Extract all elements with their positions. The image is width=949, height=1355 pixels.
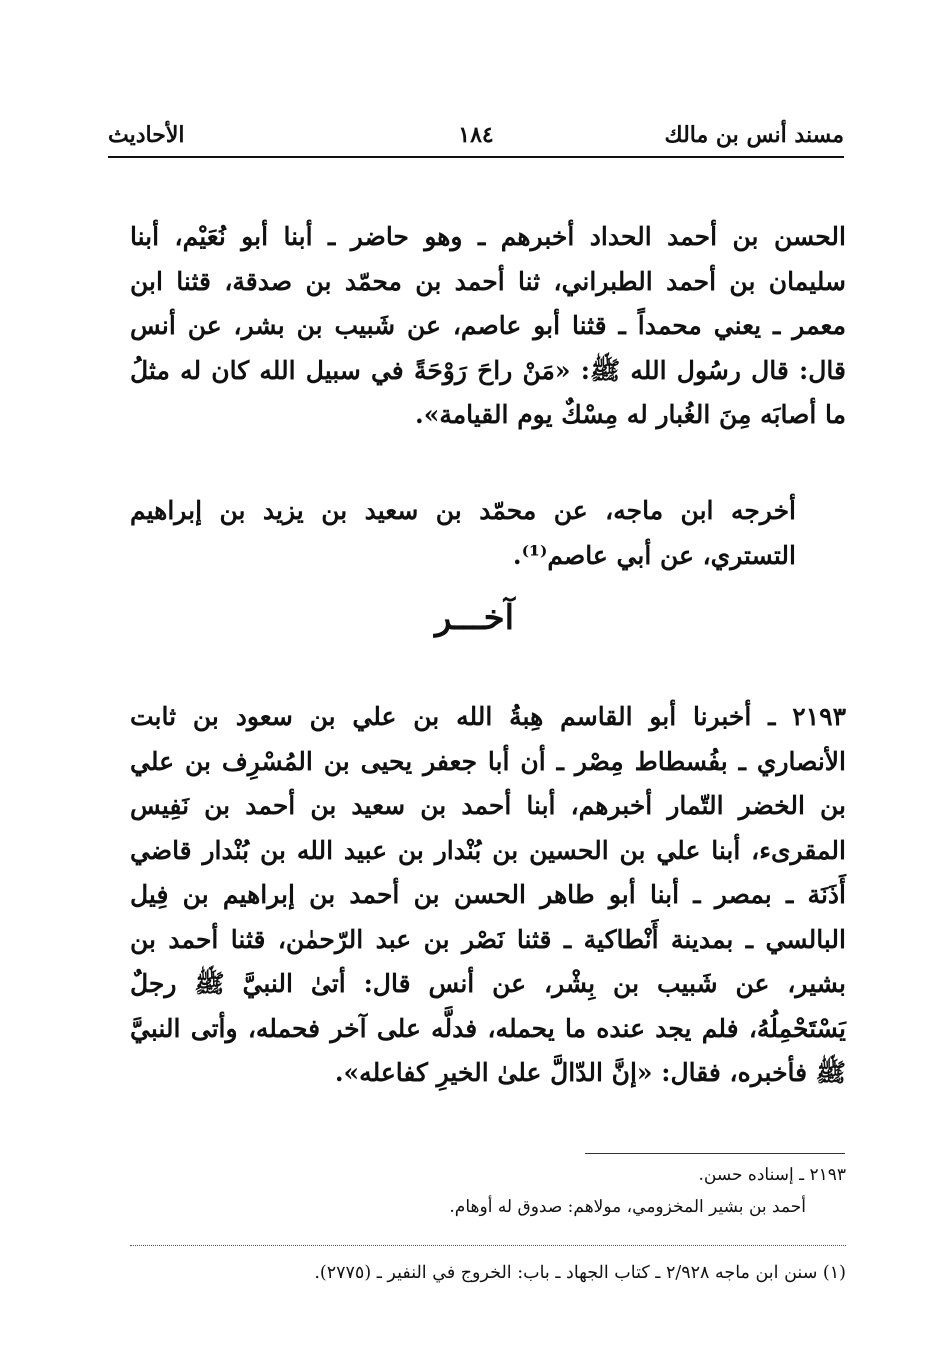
takhrij-paragraph: أخرجه ابن ماجه، عن محمّد بن سعيد بن يزيد بن إبراهيم التستري، عن أبي عاصم⁽¹⁾. (130, 496, 796, 570)
header-rule (108, 156, 844, 158)
footnote-isnad: ٢١٩٣ ـ إسناده حسن. (698, 1165, 846, 1185)
header-section-title: الأحاديث (108, 122, 185, 148)
hadith-paragraph-continued: الحسن بن أحمد الحداد أخبرهم ـ وهو حاضر ـ أبنا أبو نُعَيْم، أبنا سليمان بن أحمد الطبراني، ثنا أحمد بن محمّد بن صدقة، قثنا ابن معمر ـ يعني محمداً ـ قثنا أبو عاصم، عن شَبيب بن بشر، عن أنس قال: قال رسُول الله ﷺ: «مَنْ راحَ رَوْحَةً في سبيل الله كان له مثلُ ما أصابَه مِنَ الغُبار له مِسْكٌ يوم القيامة». (130, 222, 846, 429)
footnote-dotted-rule (130, 1245, 846, 1246)
header-book-title: مسند أنس بن مالك (664, 122, 844, 148)
section-heading: آخـــر (434, 598, 515, 638)
footnote-reference: (١) سنن ابن ماجه ٢/٩٢٨ ـ كتاب الجهاد ـ باب: الخروج في النفير ـ (٢٧٧٥). (314, 1263, 846, 1283)
footnote-narrator: أحمد بن بشير المخزومي، مولاهم: صدوق له أوهام. (449, 1197, 806, 1217)
running-header (108, 118, 844, 158)
footnote-rule (585, 1153, 845, 1154)
page-number: ١٨٤ (458, 122, 494, 148)
hadith-paragraph-2193: ٢١٩٣ ـ أخبرنا أبو القاسم هِبةُ الله بن علي بن سعود بن ثابت الأنصاري ـ بفُسطاط مِصْر ـ أن أبا جعفر يحيى بن المُسْرِف بن علي بن الخضر التّمار أخبرهم، أبنا أحمد بن سعيد بن أحمد بن نَفِيس المقرىء، أبنا علي بن الحسين بن بُنْدار بن عبيد الله بن بُنْدار قاضي أَذَنَة ـ بمصر ـ أبنا أبو طاهر الحسن بن أحمد بن إبراهيم بن فِيل البالسي ـ بمدينة أَنْطاكية ـ قثنا نَصْر بن عبد الرّحمٰن، قثنا أحمد بن بشير، عن شَبيب بن بِشْر، عن أنس قال: أتىٰ النبيَّ ﷺ رجلٌ يَسْتَحْمِلُهُ، فلم يجد عنده ما يحمله، فدلَّه على آخر فحمله، وأتى النبيَّ ﷺ فأخبره، فقال: «إنَّ الدّالَّ علىٰ الخيرِ كفاعله». (130, 702, 846, 1087)
